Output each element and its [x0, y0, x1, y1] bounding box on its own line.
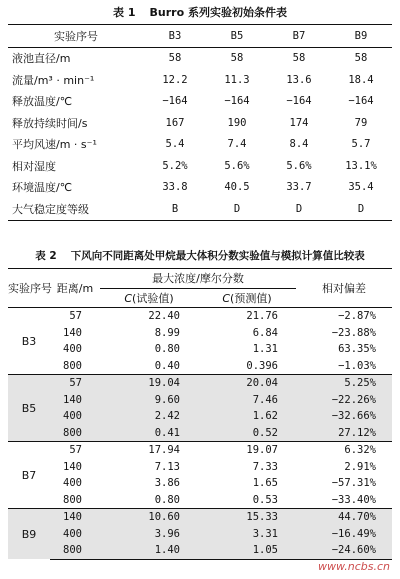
table2-group-b5 [8, 375, 392, 442]
table2-deviation-cell: 2.91% [344, 460, 376, 473]
table2-c-pred-cell: 0.52 [198, 425, 296, 442]
table1-row-label: 液池直径/m [12, 52, 71, 66]
table1-row-label: 相对湿度 [12, 159, 56, 173]
table2-c-exp-cell: 0.40 [154, 359, 180, 372]
table2-row [8, 408, 392, 425]
table2-distance-cell: 140 [63, 460, 82, 473]
table1-cell: 12.2 [162, 73, 188, 86]
table2-distance-cell: 800 [63, 359, 82, 372]
table1-cell: 5.6% [224, 159, 250, 172]
table2-row [8, 425, 392, 442]
table2-title: 下风向不同距离处甲烷最大体积分数实验值与模拟计算值比较表 [70, 250, 365, 262]
table2-exp-label: B9 [8, 509, 50, 560]
c-pred-suffix: (预测值) [230, 291, 272, 305]
table1-cell: 58 [354, 52, 368, 65]
table2-row [8, 392, 392, 409]
watermark: www.ncbs.cn [317, 560, 390, 573]
table1-cell: 11.3 [224, 73, 250, 86]
table1-cell: 5.7 [351, 138, 371, 151]
table2-deviation-cell: −33.40% [331, 493, 376, 506]
table2-c-pred-cell: 3.31 [198, 526, 296, 543]
table2-distance-cell: 400 [50, 408, 100, 425]
table2-header-deviation: 相对偏差 [296, 269, 392, 308]
table1-cell: −164 [224, 95, 250, 108]
table2-c-pred-cell: 0.53 [252, 493, 278, 506]
table2-exp-label: B3 [8, 308, 50, 375]
table2-c-exp-cell: 19.04 [100, 375, 198, 392]
table2-c-pred-cell: 0.396 [246, 359, 278, 372]
table2-distance-cell: 800 [63, 493, 82, 506]
table2-deviation-cell: −22.26% [296, 392, 392, 409]
table1-row [8, 198, 392, 220]
table1-row [8, 112, 392, 134]
table2-deviation-cell: 6.32% [296, 442, 392, 459]
table1-cell: 58 [230, 52, 244, 65]
table2-distance-cell: 400 [63, 477, 82, 490]
table2-distance-cell: 400 [63, 343, 82, 356]
table1-cell: 33.7 [286, 181, 312, 194]
table2-c-exp-cell: 17.94 [100, 442, 198, 459]
c-exp-symbol: C [124, 291, 133, 305]
table2-row [8, 526, 392, 543]
table2-distance-cell: 140 [63, 326, 82, 339]
table2-header-distance: 距离/m [50, 269, 100, 308]
table1-row-label: 环境温度/℃ [12, 181, 73, 195]
table2-c-exp-cell: 10.60 [100, 509, 198, 526]
table2-c-exp-cell: 1.40 [100, 542, 198, 559]
table1-cell: 18.4 [348, 73, 374, 86]
table2-row [8, 325, 392, 342]
table1-row [8, 91, 392, 113]
table2-row [8, 341, 392, 358]
table2-group-b9 [8, 509, 392, 560]
table2-distance-cell: 400 [50, 526, 100, 543]
table2-caption [0, 248, 400, 263]
table2-deviation-cell: −23.88% [331, 326, 376, 339]
table1-cell: 58 [292, 52, 306, 65]
table2-distance-cell: 800 [50, 542, 100, 559]
table2-deviation-cell: 63.35% [338, 343, 376, 356]
table2-row [8, 542, 392, 559]
table2-c-exp-cell: 0.41 [100, 425, 198, 442]
table1-row [8, 69, 392, 91]
table2-header-c-exp [100, 288, 198, 308]
table2-c-exp-cell: 0.80 [154, 493, 180, 506]
table2-header-c-pred [198, 288, 296, 308]
table2-deviation-cell: 5.25% [296, 375, 392, 392]
table2-row [8, 308, 392, 325]
table1-cell: 174 [289, 116, 309, 129]
table2-c-exp-cell: 7.13 [154, 460, 180, 473]
table1-cell: 5.6% [286, 159, 312, 172]
table2-c-exp-cell: 3.86 [154, 477, 180, 490]
table1-cell: D [330, 198, 392, 220]
table2-distance-cell: 57 [50, 308, 100, 325]
table2-distance-cell: 140 [50, 509, 100, 526]
table1-header-cell: B5 [206, 25, 268, 48]
table1-header-cell: B3 [144, 25, 206, 48]
table2-header-max-conc: 最大浓度/摩尔分数 [100, 269, 296, 289]
table1-cell: −164 [348, 95, 374, 108]
table1-row [8, 155, 392, 177]
table1-header-row [8, 25, 392, 48]
table1-title: Burro 系列实验初始条件表 [149, 6, 287, 19]
table1-cell: D [206, 198, 268, 220]
table1-cell: 167 [165, 116, 185, 129]
table1-cell: 5.4 [165, 138, 185, 151]
table2-row [8, 459, 392, 476]
table2-deviation-cell: 44.70% [296, 509, 392, 526]
table1-row [8, 134, 392, 156]
table1 [8, 24, 392, 221]
table1-cell: 190 [227, 116, 247, 129]
table2-c-pred-cell: 7.33 [252, 460, 278, 473]
table1-row-label: 释放持续时间/s [12, 116, 88, 130]
table1-row [8, 47, 392, 69]
table1-cell: 13.6 [286, 73, 312, 86]
table2-deviation-cell: −1.03% [338, 359, 376, 372]
table2-row [8, 475, 392, 492]
table1-row-label: 平均风速/m · s⁻¹ [12, 138, 97, 152]
table2-c-pred-cell: 1.31 [252, 343, 278, 356]
table2-header-exp: 实验序号 [8, 269, 50, 308]
table2-c-pred-cell: 7.46 [198, 392, 296, 409]
table2-group-b7 [8, 442, 392, 509]
table2-deviation-cell: −32.66% [296, 408, 392, 425]
table2-c-pred-cell: 1.62 [198, 408, 296, 425]
table2-c-exp-cell: 22.40 [100, 308, 198, 325]
table2-distance-cell: 57 [50, 442, 100, 459]
table2-c-exp-cell: 3.96 [100, 526, 198, 543]
table2-c-pred-cell: 1.05 [198, 542, 296, 559]
table1-caption [0, 4, 400, 20]
table1-cell: B [144, 198, 206, 220]
table2-distance-cell: 800 [50, 425, 100, 442]
table1-row-label: 释放温度/℃ [12, 95, 73, 109]
c-pred-symbol: C [222, 291, 231, 305]
table2-group-b3 [8, 308, 392, 375]
table2-c-exp-cell: 0.80 [154, 343, 180, 356]
table1-cell: 35.4 [348, 181, 374, 194]
table2-exp-label: B5 [8, 375, 50, 442]
table2-deviation-cell: −2.87% [296, 308, 392, 325]
table1-cell: D [268, 198, 330, 220]
table2 [8, 268, 392, 560]
table2-deviation-cell: −24.60% [296, 542, 392, 559]
table2-header-row [8, 269, 392, 289]
table2-c-pred-cell: 15.33 [198, 509, 296, 526]
table2-deviation-cell: −57.31% [331, 477, 376, 490]
table2-row [8, 358, 392, 375]
c-exp-suffix: (试验值) [132, 291, 174, 305]
table2-exp-label: B7 [8, 442, 50, 509]
table1-header-cell: B9 [330, 25, 392, 48]
table2-row [8, 492, 392, 509]
table1-cell: −164 [286, 95, 312, 108]
table2-row [8, 442, 392, 459]
table2-c-pred-cell: 6.84 [252, 326, 278, 339]
table1-number: 表 1 [113, 6, 136, 19]
table1-cell: 58 [168, 52, 182, 65]
table2-c-exp-cell: 2.42 [100, 408, 198, 425]
table1-cell: 8.4 [289, 138, 309, 151]
table2-c-exp-cell: 8.99 [154, 326, 180, 339]
table2-deviation-cell: −16.49% [296, 526, 392, 543]
table1-row-label: 流量/m³ · min⁻¹ [12, 73, 95, 87]
table2-c-pred-cell: 20.04 [198, 375, 296, 392]
table2-row [8, 509, 392, 526]
table2-deviation-cell: 27.12% [296, 425, 392, 442]
table2-distance-cell: 140 [50, 392, 100, 409]
table1-cell: −164 [162, 95, 188, 108]
table1-cell: 79 [354, 116, 368, 129]
table2-distance-cell: 57 [50, 375, 100, 392]
table1-cell: 33.8 [162, 181, 188, 194]
table2-c-pred-cell: 21.76 [198, 308, 296, 325]
table1-row-label: 大气稳定度等级 [8, 198, 144, 220]
table1-cell: 5.2% [162, 159, 188, 172]
table1-cell: 13.1% [345, 159, 377, 172]
table1-row [8, 177, 392, 199]
table2-number: 表 2 [35, 250, 57, 262]
table2-c-pred-cell: 1.65 [252, 477, 278, 490]
table1-cell: 7.4 [227, 138, 247, 151]
table1-header-cell: 实验序号 [8, 25, 144, 48]
table1-cell: 40.5 [224, 181, 250, 194]
table2-c-pred-cell: 19.07 [198, 442, 296, 459]
table2-c-exp-cell: 9.60 [100, 392, 198, 409]
table2-row [8, 375, 392, 392]
table1-header-cell: B7 [268, 25, 330, 48]
